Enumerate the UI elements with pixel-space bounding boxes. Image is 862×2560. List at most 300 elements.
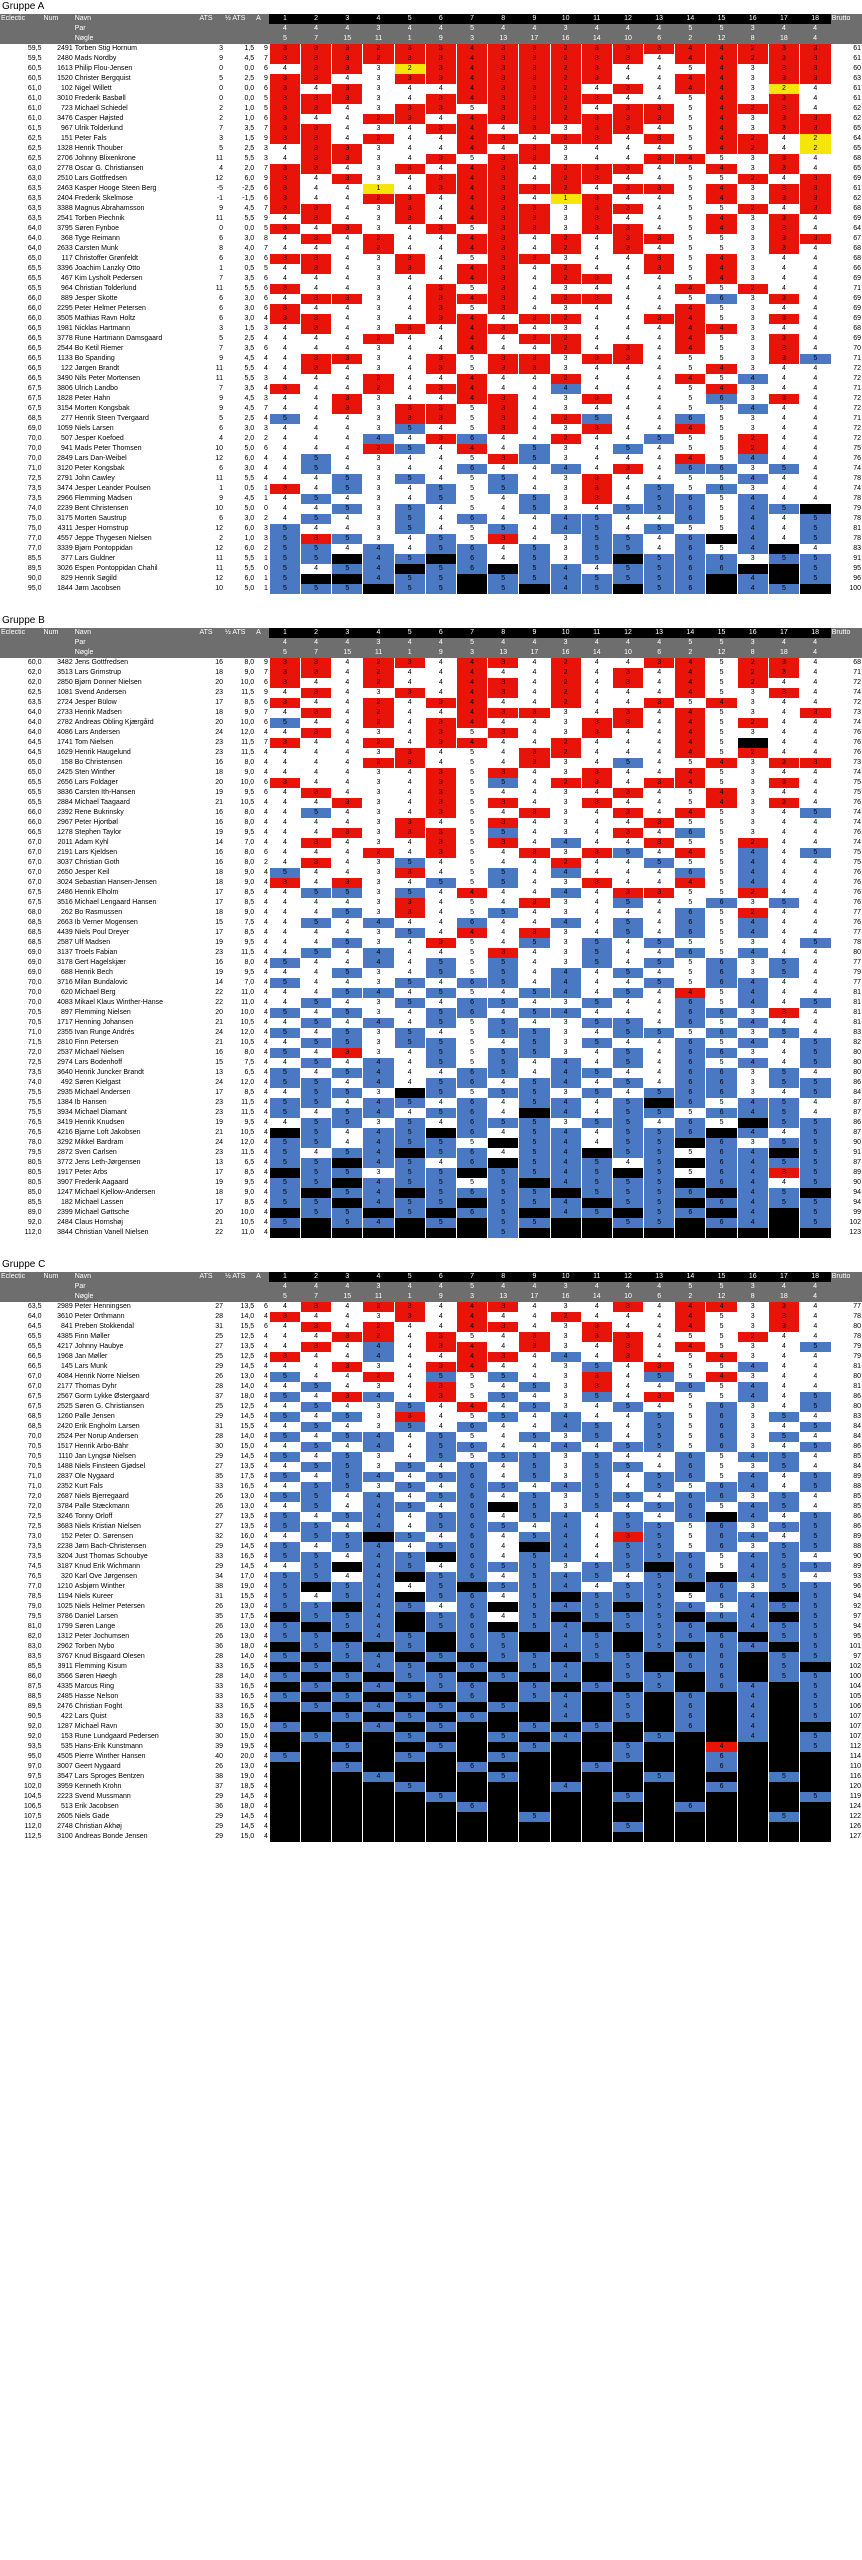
player-row[interactable] [0,1802,862,1812]
player-row[interactable] [0,788,862,798]
col-half-ats-header[interactable]: ½ ATS [224,1272,255,1282]
player-row[interactable] [0,1812,862,1822]
player-name[interactable]: Tom Nielsen [74,738,199,748]
player-row[interactable] [0,114,862,124]
hole-header[interactable]: 3 [332,628,363,638]
player-row[interactable] [0,1098,862,1108]
player-row[interactable] [0,174,862,184]
player-row[interactable] [0,758,862,768]
player-name[interactable]: Søren Høegh [74,1672,199,1682]
player-row[interactable] [0,928,862,938]
player-name[interactable]: Lars Guldner [74,554,199,564]
hole-header[interactable]: 12 [612,1272,643,1282]
player-name[interactable]: Michael Ravn [74,1722,199,1732]
hole-header[interactable]: 9 [519,628,550,638]
player-row[interactable] [0,1442,862,1452]
player-row[interactable] [0,808,862,818]
player-row[interactable] [0,658,862,668]
hole-header[interactable]: 5 [394,14,425,24]
hole-header[interactable]: 11 [581,14,612,24]
hole-header[interactable]: 6 [425,14,456,24]
player-name[interactable]: Henrik Arbo-Bähr [74,1442,199,1452]
player-row[interactable] [0,1552,862,1562]
player-name[interactable]: Niels Bjerregaard [74,1492,199,1502]
player-name[interactable]: Casper Højsted [74,114,199,124]
player-row[interactable] [0,404,862,414]
player-name[interactable]: Niels Poul Dreyer [74,928,199,938]
hole-header[interactable]: 6 [425,628,456,638]
player-row[interactable] [0,1432,862,1442]
hole-header[interactable]: 14 [675,14,706,24]
player-name[interactable]: Bjarne Loft Jakobsen [74,1128,199,1138]
col-half-ats-header[interactable]: ½ ATS [224,628,255,638]
player-name[interactable]: Lars Grimstrup [74,668,199,678]
player-row[interactable] [0,868,862,878]
player-row[interactable] [0,374,862,384]
player-row[interactable] [0,1482,862,1492]
hole-header[interactable]: 9 [519,14,550,24]
player-name[interactable]: Lars Quist [74,1712,199,1722]
player-name[interactable]: Bo Christensen [74,758,199,768]
player-row[interactable] [0,514,862,524]
player-row[interactable] [0,314,862,324]
player-name[interactable]: Bent Christensen [74,504,199,514]
player-row[interactable] [0,1412,862,1422]
player-row[interactable] [0,1148,862,1158]
player-name[interactable]: Flemming Nielsen [74,1008,199,1018]
player-name[interactable]: Bo Spanding [74,354,199,364]
player-name[interactable]: Ulf Madsen [74,938,199,948]
player-row[interactable] [0,888,862,898]
player-name[interactable]: Per Norup Andersen [74,1432,199,1442]
player-name[interactable]: Henrik Bech [74,968,199,978]
player-row[interactable] [0,708,862,718]
player-name[interactable]: Christian Akhøj [74,1822,199,1832]
player-row[interactable] [0,1208,862,1218]
player-name[interactable]: Peter O. Sørensen [74,1532,199,1542]
hole-header[interactable]: 10 [550,628,581,638]
player-row[interactable] [0,1028,862,1038]
player-name[interactable]: Christian Tolderlund [74,284,199,294]
player-name[interactable]: Lars Kjeldsen [74,848,199,858]
player-name[interactable]: Espen Pontoppidan Chahil [74,564,199,574]
player-name[interactable]: Jesper Keil [74,868,199,878]
player-row[interactable] [0,344,862,354]
player-row[interactable] [0,534,862,544]
hole-header[interactable]: 11 [581,1272,612,1282]
player-row[interactable] [0,1302,862,1312]
player-name[interactable]: Rune Lundgaard Pedersen [74,1732,199,1742]
player-name[interactable]: John Cawley [74,474,199,484]
player-row[interactable] [0,818,862,828]
player-name[interactable]: Mathias Ravn Holtz [74,314,199,324]
player-row[interactable] [0,1562,862,1572]
player-row[interactable] [0,1572,862,1582]
hole-header[interactable]: 10 [550,1272,581,1282]
player-row[interactable] [0,1402,862,1412]
hole-header[interactable]: 15 [706,14,737,24]
player-row[interactable] [0,948,862,958]
col-a-header[interactable]: A [255,1272,269,1282]
hole-header[interactable]: 18 [800,628,831,638]
hole-header[interactable]: 9 [519,1272,550,1282]
player-name[interactable]: Jesper Skotte [74,294,199,304]
player-name[interactable]: Søren Kielgast [74,1078,199,1088]
player-name[interactable]: Preben Stokkendal [74,1322,199,1332]
player-name[interactable]: Svend Andersen [74,688,199,698]
player-name[interactable]: Ole Nygaard [74,1472,199,1482]
player-name[interactable]: Søren G. Christiansen [74,1402,199,1412]
player-name[interactable]: Henrik Haugelund [74,748,199,758]
player-row[interactable] [0,304,862,314]
col-eclectic-header[interactable]: Eclectic [0,1272,43,1282]
player-name[interactable]: Jesper Leander Poulsen [74,484,199,494]
hole-header[interactable]: 14 [675,1272,706,1282]
hole-header[interactable]: 16 [737,14,768,24]
player-row[interactable] [0,434,862,444]
player-name[interactable]: Peter Hjortbøl [74,818,199,828]
player-row[interactable] [0,1198,862,1208]
player-row[interactable] [0,54,862,64]
player-name[interactable]: Christian Goth [74,858,199,868]
player-row[interactable] [0,1542,862,1552]
player-name[interactable]: Kurt Fals [74,1482,199,1492]
player-name[interactable]: Geert Nygaard [74,1762,199,1772]
player-name[interactable]: Karl Ove Jørgensen [74,1572,199,1582]
player-name[interactable]: Lars Sproges Bentzen [74,1772,199,1782]
player-row[interactable] [0,554,862,564]
hole-header[interactable]: 7 [456,14,487,24]
player-name[interactable]: Sebastian Hansen-Jensen [74,878,199,888]
player-row[interactable] [0,1228,862,1238]
hole-header[interactable]: 18 [800,14,831,24]
player-name[interactable]: Lars Gottfredsen [74,174,199,184]
player-row[interactable] [0,668,862,678]
player-row[interactable] [0,264,862,274]
player-name[interactable]: Marcus Ring [74,1682,199,1692]
player-name[interactable]: Tonny Orloff [74,1512,199,1522]
player-row[interactable] [0,214,862,224]
player-row[interactable] [0,74,862,84]
player-row[interactable] [0,1722,862,1732]
player-row[interactable] [0,1732,862,1742]
player-name[interactable]: Frederik Skelmose [74,194,199,204]
player-name[interactable]: Rene Bukrinsky [74,808,199,818]
player-name[interactable]: Sten Winther [74,768,199,778]
player-name[interactable]: Carsten Munk [74,244,199,254]
player-name[interactable]: Michael Diamant [74,1108,199,1118]
player-row[interactable] [0,908,862,918]
player-name[interactable]: Bo Rasmussen [74,908,199,918]
player-row[interactable] [0,164,862,174]
player-row[interactable] [0,384,862,394]
hole-header[interactable]: 17 [768,1272,799,1282]
col-num-header[interactable]: Num [43,1272,74,1282]
player-name[interactable]: Andreas Bonde Jensen [74,1832,199,1842]
player-name[interactable]: Joachim Lanzky Otto [74,264,199,274]
player-name[interactable]: Henrik Steen Tvergaard [74,414,199,424]
player-row[interactable] [0,1352,862,1362]
player-name[interactable]: Gert Hagelskjær [74,958,199,968]
player-row[interactable] [0,1612,862,1622]
player-name[interactable]: Henrik Knudsen [74,1118,199,1128]
player-row[interactable] [0,524,862,534]
player-name[interactable]: Erik Engholm Larsen [74,1422,199,1432]
hole-header[interactable]: 13 [644,628,675,638]
col-navn-header[interactable]: Navn [74,1272,199,1282]
player-row[interactable] [0,1712,862,1722]
player-name[interactable]: Troels Fabian [74,948,199,958]
player-row[interactable] [0,154,862,164]
player-row[interactable] [0,1692,862,1702]
player-name[interactable]: Jens Gottfredsen [74,658,199,668]
hole-header[interactable]: 11 [581,628,612,638]
player-name[interactable]: Jan Lyngsø Nielsen [74,1452,199,1462]
player-name[interactable]: Jens Leth-Jørgensen [74,1158,199,1168]
player-row[interactable] [0,44,862,54]
player-name[interactable]: Nicklas Hartmann [74,324,199,334]
player-row[interactable] [0,284,862,294]
player-name[interactable]: Jesper Bülow [74,698,199,708]
player-name[interactable]: Peter Jochumsen [74,1632,199,1642]
player-name[interactable]: Søren Lange [74,1622,199,1632]
player-name[interactable]: Oscar G. Christiansen [74,164,199,174]
player-name[interactable]: Michael Lengaard Hansen [74,898,199,908]
player-row[interactable] [0,1822,862,1832]
player-row[interactable] [0,988,862,998]
player-name[interactable]: Bjørn Pontoppidan [74,544,199,554]
player-name[interactable]: Johnny Haubye [74,1342,199,1352]
hole-header[interactable]: 2 [301,628,332,638]
player-name[interactable]: Stephen Taylor [74,828,199,838]
player-name[interactable]: Frederik Aagaard [74,1178,199,1188]
player-row[interactable] [0,1332,862,1342]
hole-header[interactable]: 17 [768,14,799,24]
col-num-header[interactable]: Num [43,14,74,24]
player-row[interactable] [0,718,862,728]
hole-header[interactable]: 8 [488,628,519,638]
player-name[interactable]: Pierre Winther Hansen [74,1752,199,1762]
player-name[interactable]: Christoffer Grønfeldt [74,254,199,264]
player-row[interactable] [0,184,862,194]
player-name[interactable]: Mads Nordby [74,54,199,64]
player-name[interactable]: Kim Lysholt Pedersen [74,274,199,284]
player-row[interactable] [0,1502,862,1512]
col-navn-header[interactable]: Navn [74,14,199,24]
player-name[interactable]: Mikael Klaus Winther-Hanse [74,998,199,1008]
player-name[interactable]: Henrik Juncker Brandt [74,1068,199,1078]
player-name[interactable]: Ib Hansen [74,1098,199,1108]
player-name[interactable]: Frederik Basbøll [74,94,199,104]
player-row[interactable] [0,1602,862,1612]
player-row[interactable] [0,1138,862,1148]
player-name[interactable]: Johnny Blixenkrone [74,154,199,164]
player-row[interactable] [0,104,862,114]
player-row[interactable] [0,1782,862,1792]
player-row[interactable] [0,678,862,688]
player-name[interactable]: Knud Bisgaard Olesen [74,1652,199,1662]
player-row[interactable] [0,224,862,234]
player-name[interactable]: Lars Bodenhoff [74,1058,199,1068]
hole-header[interactable]: 8 [488,1272,519,1282]
player-row[interactable] [0,444,862,454]
player-name[interactable]: Niels Larsen [74,424,199,434]
hole-header[interactable]: 12 [612,14,643,24]
player-row[interactable] [0,1342,862,1352]
player-name[interactable]: Lars Munk [74,1362,199,1372]
player-name[interactable]: Christian Vanell Nielsen [74,1228,199,1238]
player-name[interactable]: Kasper Hooge Steen Berg [74,184,199,194]
hole-header[interactable]: 16 [737,1272,768,1282]
player-row[interactable] [0,1702,862,1712]
player-name[interactable]: Jan Møller [74,1352,199,1362]
player-name[interactable]: Jesper Hornstrup [74,524,199,534]
player-name[interactable]: Lars Andersen [74,728,199,738]
player-name[interactable]: Søren Fynboe [74,224,199,234]
player-name[interactable]: Peter Kongsbak [74,464,199,474]
col-eclectic-header[interactable]: Eclectic [0,14,43,24]
player-name[interactable]: Niels Kureer [74,1592,199,1602]
col-ats-header[interactable]: ATS [198,628,224,638]
hole-header[interactable]: 7 [456,628,487,638]
player-row[interactable] [0,1108,862,1118]
player-name[interactable]: Michael Andersen [74,1088,199,1098]
player-row[interactable] [0,254,862,264]
player-row[interactable] [0,1472,862,1482]
player-name[interactable]: Milan Bundalovic [74,978,199,988]
player-row[interactable] [0,1048,862,1058]
player-row[interactable] [0,1792,862,1802]
player-name[interactable]: Christer Bergquist [74,74,199,84]
player-name[interactable]: Nigel Willett [74,84,199,94]
player-row[interactable] [0,1752,862,1762]
player-row[interactable] [0,688,862,698]
hole-header[interactable]: 2 [301,1272,332,1282]
player-name[interactable]: Peter Helmer Petersen [74,304,199,314]
player-row[interactable] [0,1422,862,1432]
player-name[interactable]: Michael Gøttsche [74,1208,199,1218]
player-row[interactable] [0,1008,862,1018]
player-row[interactable] [0,1218,862,1228]
player-name[interactable]: Gorm Lykke Østergaard [74,1392,199,1402]
player-row[interactable] [0,1118,862,1128]
player-name[interactable]: Ulrich Landbo [74,384,199,394]
player-row[interactable] [0,1632,862,1642]
player-row[interactable] [0,1742,862,1752]
player-name[interactable]: Peter Henningsen [74,1302,199,1312]
player-name[interactable]: Finn Petersen [74,1038,199,1048]
player-row[interactable] [0,1452,862,1462]
player-row[interactable] [0,898,862,908]
player-row[interactable] [0,968,862,978]
player-name[interactable]: Adam Kyhl [74,838,199,848]
player-row[interactable] [0,728,862,738]
player-row[interactable] [0,274,862,284]
player-row[interactable] [0,244,862,254]
player-name[interactable]: Mikkel Bardram [74,1138,199,1148]
hole-header[interactable]: 12 [612,628,643,638]
player-row[interactable] [0,1322,862,1332]
player-name[interactable]: Andreas Obling Kjærgård [74,718,199,728]
hole-header[interactable]: 4 [363,628,394,638]
col-a-header[interactable]: A [255,14,269,24]
player-name[interactable]: Christian Foght [74,1702,199,1712]
player-name[interactable]: Kenneth Krohn [74,1782,199,1792]
player-name[interactable]: Henrik Madsen [74,708,199,718]
player-row[interactable] [0,1522,862,1532]
player-name[interactable]: Lars Foldager [74,778,199,788]
player-row[interactable] [0,1168,862,1178]
player-row[interactable] [0,1642,862,1652]
player-name[interactable]: Daniel Larsen [74,1612,199,1622]
hole-header[interactable]: 7 [456,1272,487,1282]
player-row[interactable] [0,1088,862,1098]
player-row[interactable] [0,394,862,404]
player-row[interactable] [0,1592,862,1602]
player-row[interactable] [0,204,862,214]
player-row[interactable] [0,1672,862,1682]
player-name[interactable]: Finn Møller [74,1332,199,1342]
player-name[interactable]: Asbjørn Winther [74,1582,199,1592]
player-row[interactable] [0,544,862,554]
player-name[interactable]: Peter Fals [74,134,199,144]
player-row[interactable] [0,494,862,504]
player-row[interactable] [0,698,862,708]
player-row[interactable] [0,1158,862,1168]
player-row[interactable] [0,64,862,74]
player-row[interactable] [0,94,862,104]
player-name[interactable]: Hans-Erik Kunstmann [74,1742,199,1752]
player-row[interactable] [0,234,862,244]
player-row[interactable] [0,978,862,988]
player-row[interactable] [0,1652,862,1662]
hole-header[interactable]: 1 [269,628,300,638]
hole-header[interactable]: 16 [737,628,768,638]
player-name[interactable]: Niels Helmer Petersen [74,1602,199,1612]
player-row[interactable] [0,364,862,374]
player-row[interactable] [0,1662,862,1672]
col-num-header[interactable]: Num [43,628,74,638]
player-name[interactable]: Rune Hartmann Damsgaard [74,334,199,344]
player-row[interactable] [0,1068,862,1078]
player-row[interactable] [0,424,862,434]
player-row[interactable] [0,1512,862,1522]
player-name[interactable]: Morten Kongsbak [74,404,199,414]
player-row[interactable] [0,1582,862,1592]
player-row[interactable] [0,194,862,204]
player-row[interactable] [0,1762,862,1772]
player-row[interactable] [0,1622,862,1632]
player-row[interactable] [0,838,862,848]
hole-header[interactable]: 17 [768,628,799,638]
player-name[interactable]: Niels Finsteen Gjødsel [74,1462,199,1472]
player-row[interactable] [0,334,862,344]
col-eclectic-header[interactable]: Eclectic [0,628,43,638]
hole-header[interactable]: 2 [301,14,332,24]
player-row[interactable] [0,124,862,134]
player-row[interactable] [0,1038,862,1048]
player-row[interactable] [0,858,862,868]
hole-header[interactable]: 5 [394,628,425,638]
hole-header[interactable]: 18 [800,1272,831,1282]
player-name[interactable]: Michael Berg [74,988,199,998]
player-name[interactable]: Flemming Kisum [74,1662,199,1672]
col-half-ats-header[interactable]: ½ ATS [224,14,255,24]
player-row[interactable] [0,778,862,788]
player-name[interactable]: Torben Stig Hornum [74,44,199,54]
player-row[interactable] [0,574,862,584]
player-name[interactable]: Bjørn Donner Nielsen [74,678,199,688]
